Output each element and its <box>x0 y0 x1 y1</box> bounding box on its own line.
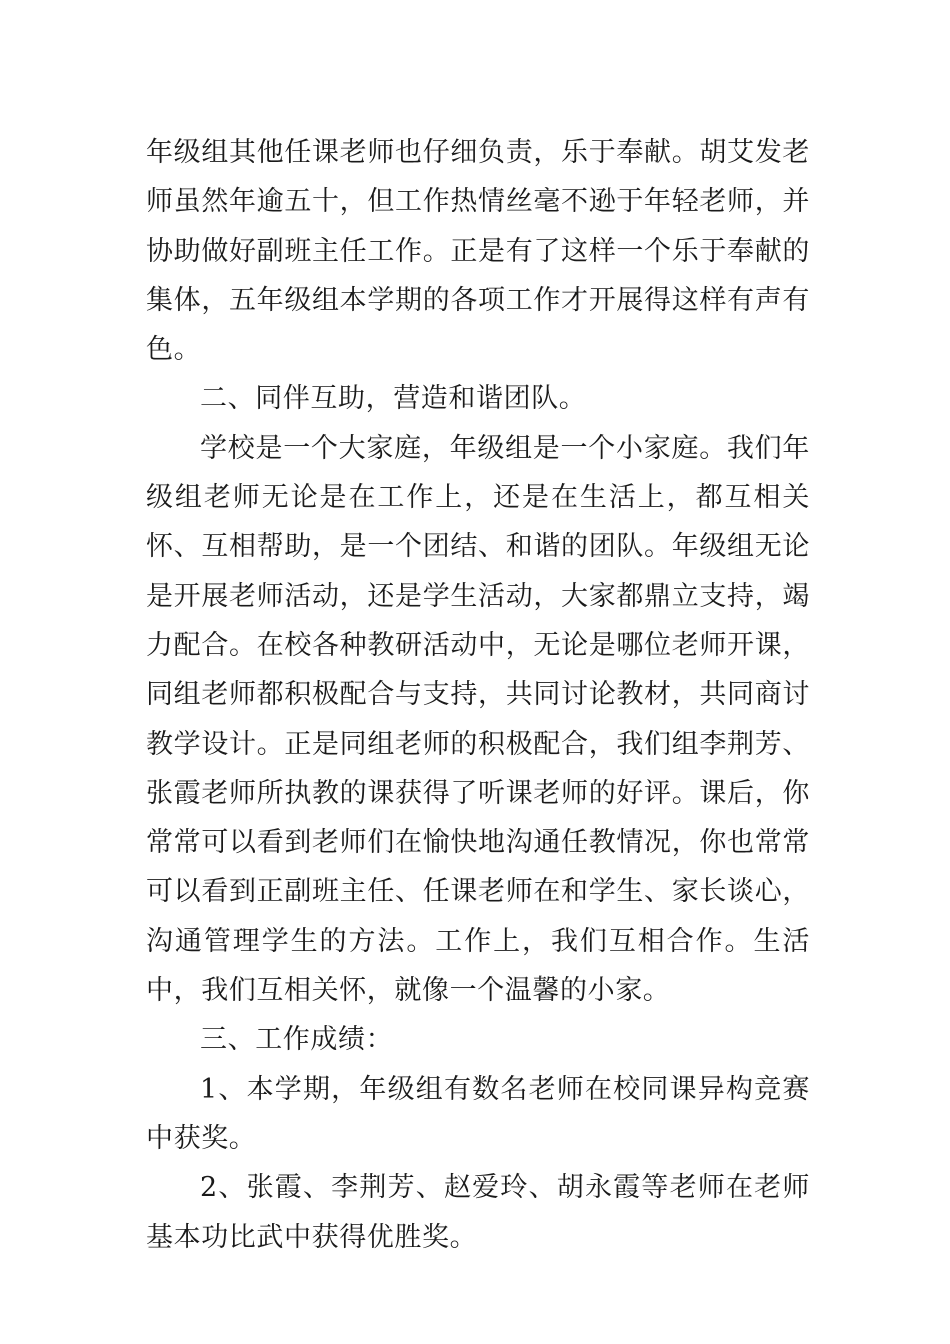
paragraph-teamwork: 学校是一个大家庭，年级组是一个小家庭。我们年级组老师无论是在工作上，还是在生活上，都互相关怀、互相帮助，是一个团结、和谐的团队。年级组无论是开展老师活动，还是学生活动，大家都鼎立支持，竭力配合。在校各种教研活动中，无论是哪位老师开课，同组老师都积极配合与支持，共同讨论教材，共同商讨教学设计。正是同组老师的积极配合，我们组李荆芳、张霞老师所执教的课获得了听课老师的好评。课后，你常常可以看到老师们在愉快地沟通任教情况，你也常常可以看到正副班主任、任课老师在和学生、家长谈心，沟通管理学生的方法。工作上，我们互相合作。生活中，我们互相关怀，就像一个温馨的小家。 <box>146 432 810 1007</box>
list-item-achievement-2: 2、张霞、李荆芳、赵爱玲、胡永霞等老师在老师基本功比武中获得优胜奖。 <box>146 1172 810 1253</box>
list-item-achievement-1: 1、本学期，年级组有数名老师在校同课异构竞赛中获奖。 <box>146 1073 810 1154</box>
section-heading-two: 二、同伴互助，营造和谐团队。 <box>200 383 587 415</box>
section-heading-three: 三、工作成绩： <box>200 1024 394 1056</box>
document-body <box>146 128 810 1262</box>
paragraph-continuation: 年级组其他任课老师也仔细负责，乐于奉献。胡艾发老师虽然年逾五十，但工作热情丝毫不逊于年轻老师，并协助做好副班主任工作。正是有了这样一个乐于奉献的集体，五年级组本学期的各项工作才开展得这样有声有色。 <box>146 137 810 366</box>
